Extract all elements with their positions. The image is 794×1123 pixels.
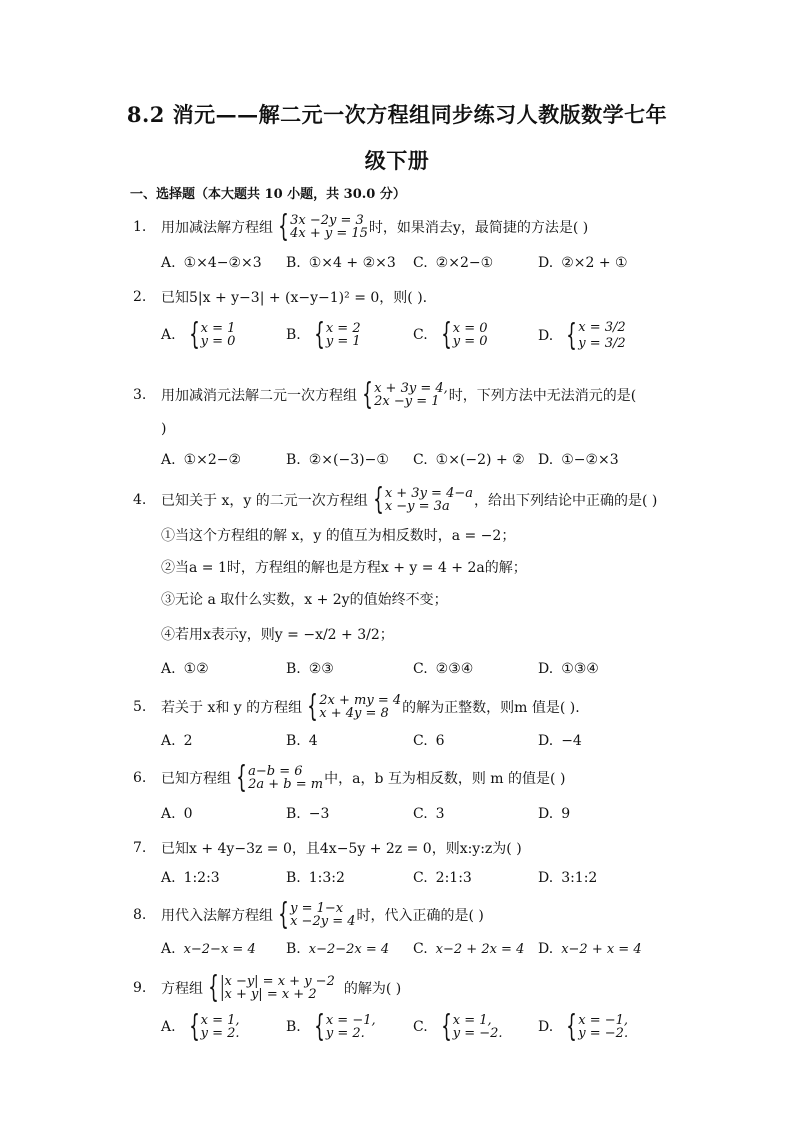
question-stem-end: ，给出下列结论中正确的是( )	[474, 493, 658, 509]
equation-system	[303, 689, 402, 724]
brace-icon: {	[307, 689, 318, 724]
question-number: 9.	[133, 980, 147, 996]
equation-line: x + 3y = 4,	[374, 381, 448, 396]
option-c[interactable]: C. 6	[413, 733, 445, 749]
question-stem: 已知关于 x，y 的二元一次方程组	[161, 493, 368, 509]
question-stem-end: 的解为( )	[343, 981, 402, 997]
brace-icon: {	[314, 1009, 325, 1044]
option-d[interactable]: D. x−2 + x = 4	[538, 941, 642, 957]
brace-icon: {	[373, 482, 384, 517]
option-a[interactable]: A. ①②	[161, 661, 209, 677]
statement-3: ③无论 a 取什么实数，x + 2y的值始终不变；	[161, 592, 448, 608]
equation-line: x −2y = 4	[290, 914, 356, 929]
option-b[interactable]: B. −3	[286, 806, 330, 822]
option-c[interactable]: C. ②③④	[413, 661, 474, 677]
question-stem-end: 时，代入正确的是( )	[356, 908, 484, 924]
option-d[interactable]: D. ②×2 + ①	[538, 255, 628, 271]
brace-icon: {	[208, 970, 219, 1005]
page-title-line1: 8.2 消元——解二元一次方程组同步练习人教版数学七年	[126, 102, 668, 127]
question-8	[133, 897, 484, 932]
question-stem-end: 中，a，b 互为相反数，则 m 的值是( )	[324, 771, 566, 787]
option-c[interactable]: C. ②×2−①	[413, 255, 494, 271]
question-number: 4.	[133, 492, 147, 508]
equation-system	[274, 209, 368, 244]
question-stem: 已知5|x + y−3| + (x−y−1)² = 0，则( ).	[161, 290, 428, 306]
brace-icon: {	[314, 317, 325, 352]
option-d[interactable]: D. ①③④	[538, 661, 599, 677]
question-stem-end: 的解为正整数，则m 值是( ).	[402, 700, 580, 716]
question-6	[133, 760, 566, 795]
option-b[interactable]: B. ②×(−3)−①	[286, 452, 389, 468]
question-stem: 已知方程组	[161, 771, 231, 787]
statement-4: ④若用x表示y，则y = −x/2 + 3/2；	[161, 627, 394, 643]
question-stem: 若关于 x和 y 的方程组	[161, 700, 303, 716]
question-3-continuation: )	[161, 421, 167, 437]
question-2	[133, 287, 427, 307]
brace-icon: {	[188, 1009, 200, 1044]
question-stem: 已知x + 4y−3z = 0，且4x−5y + 2z = 0，则x:y:z为( )	[161, 841, 522, 857]
question-number: 1.	[133, 219, 147, 235]
option-c[interactable]: C. 2:1:3	[413, 870, 472, 886]
brace-icon: {	[440, 1009, 452, 1044]
option-c[interactable]: C. 3	[413, 806, 445, 822]
option-a[interactable]: A. 1:2:3	[161, 870, 220, 886]
equation-system	[204, 970, 335, 1005]
question-number: 2.	[133, 289, 147, 305]
question-5	[133, 689, 580, 724]
brace-icon: {	[566, 318, 577, 353]
question-number: 3.	[133, 387, 147, 403]
equation-system	[358, 377, 448, 412]
equation-line: x + 3y = 4−a	[384, 486, 473, 501]
option-b[interactable]: B. ①×4 + ②×3	[286, 255, 396, 271]
option-d[interactable]: D. 3:1:2	[538, 870, 598, 886]
question-9	[133, 970, 402, 1005]
question-stem: 用加减法解方程组	[161, 220, 273, 236]
page-title-line2: 级下册	[364, 148, 430, 173]
question-3	[133, 377, 637, 412]
question-stem: 用代入法解方程组	[161, 908, 273, 924]
equation-line: x −y = 3a	[384, 499, 450, 514]
question-7	[133, 838, 522, 858]
option-a[interactable]: A. 0	[161, 806, 193, 822]
equation-line: |x + y| = x + 2	[220, 987, 317, 1002]
question-stem: 方程组	[161, 981, 203, 997]
question-stem-end: 时，如果消去y，最简捷的方法是( )	[368, 220, 589, 236]
option-c[interactable]: C. x−2 + 2x = 4	[413, 941, 525, 957]
equation-system	[369, 482, 473, 517]
question-number: 7.	[133, 840, 147, 856]
option-b[interactable]: B. { x = −1, y = 2.	[286, 1009, 376, 1044]
option-b[interactable]: B. 1:3:2	[286, 870, 345, 886]
brace-icon: {	[362, 377, 373, 412]
question-number: 8.	[133, 907, 147, 923]
question-4	[133, 482, 658, 517]
equation-line: |x −y| = x + y −2	[220, 974, 335, 989]
option-a[interactable]: A. x−2−x = 4	[161, 941, 256, 957]
section-heading: 一、选择题（本大题共 10 小题，共 30.0 分）	[130, 187, 406, 202]
brace-icon: {	[278, 209, 289, 244]
brace-icon: {	[278, 897, 289, 932]
option-d[interactable]: D. −4	[538, 733, 582, 749]
option-b[interactable]: B. ②③	[286, 661, 334, 677]
option-a[interactable]: A. ①×4−②×3	[161, 255, 262, 271]
equation-line: 3x −2y = 3	[290, 213, 364, 228]
equation-system	[274, 897, 356, 932]
question-number: 6.	[133, 770, 147, 786]
option-d[interactable]: D. ①−②×3	[538, 452, 619, 468]
equation-line: 2x + my = 4	[319, 693, 402, 708]
option-b[interactable]: B. { x = 2 y = 1	[286, 317, 361, 352]
equation-line: a−b = 6	[248, 764, 303, 779]
brace-icon: {	[566, 1009, 577, 1044]
option-a[interactable]: A. { x = 1 y = 0	[161, 317, 236, 352]
question-stem: 用加减消元法解二元一次方程组	[161, 388, 357, 404]
option-a[interactable]: A. 2	[161, 733, 193, 749]
question-number: 5.	[133, 699, 147, 715]
equation-line: 2x −y = 1	[374, 394, 440, 409]
equation-system	[232, 760, 324, 795]
equation-line: x + 4y = 8	[319, 706, 389, 721]
brace-icon: {	[440, 317, 452, 352]
equation-line: y = 1−x	[290, 901, 344, 916]
option-a[interactable]: A. ①×2−②	[161, 452, 242, 468]
brace-icon: {	[188, 317, 200, 352]
option-d[interactable]: D. { x = 3/2 y = 3/2	[538, 318, 626, 353]
statement-2: ②当a = 1时，方程组的解也是方程x + y = 4 + 2a的解；	[161, 560, 527, 576]
option-d[interactable]: D. { x = −1, y = −2.	[538, 1009, 629, 1044]
question-1	[133, 209, 589, 244]
option-b[interactable]: B. 4	[286, 733, 318, 749]
option-c[interactable]: C. { x = 0 y = 0	[413, 317, 488, 352]
equation-line: 4x + y = 15	[290, 226, 368, 241]
equation-line: 2a + b = m	[248, 777, 324, 792]
brace-icon: {	[236, 760, 247, 795]
question-stem-end: 时，下列方法中无法消元的是(	[448, 388, 637, 404]
option-c[interactable]: C. ①×(−2) + ②	[413, 452, 525, 468]
option-c[interactable]: C. { x = 1, y = −2.	[413, 1009, 503, 1044]
option-b[interactable]: B. x−2−2x = 4	[286, 941, 390, 957]
option-d[interactable]: D. 9	[538, 806, 571, 822]
statement-1: ①当这个方程组的解 x，y 的值互为相反数时，a = −2；	[161, 528, 516, 544]
option-a[interactable]: A. { x = 1, y = 2.	[161, 1009, 240, 1044]
